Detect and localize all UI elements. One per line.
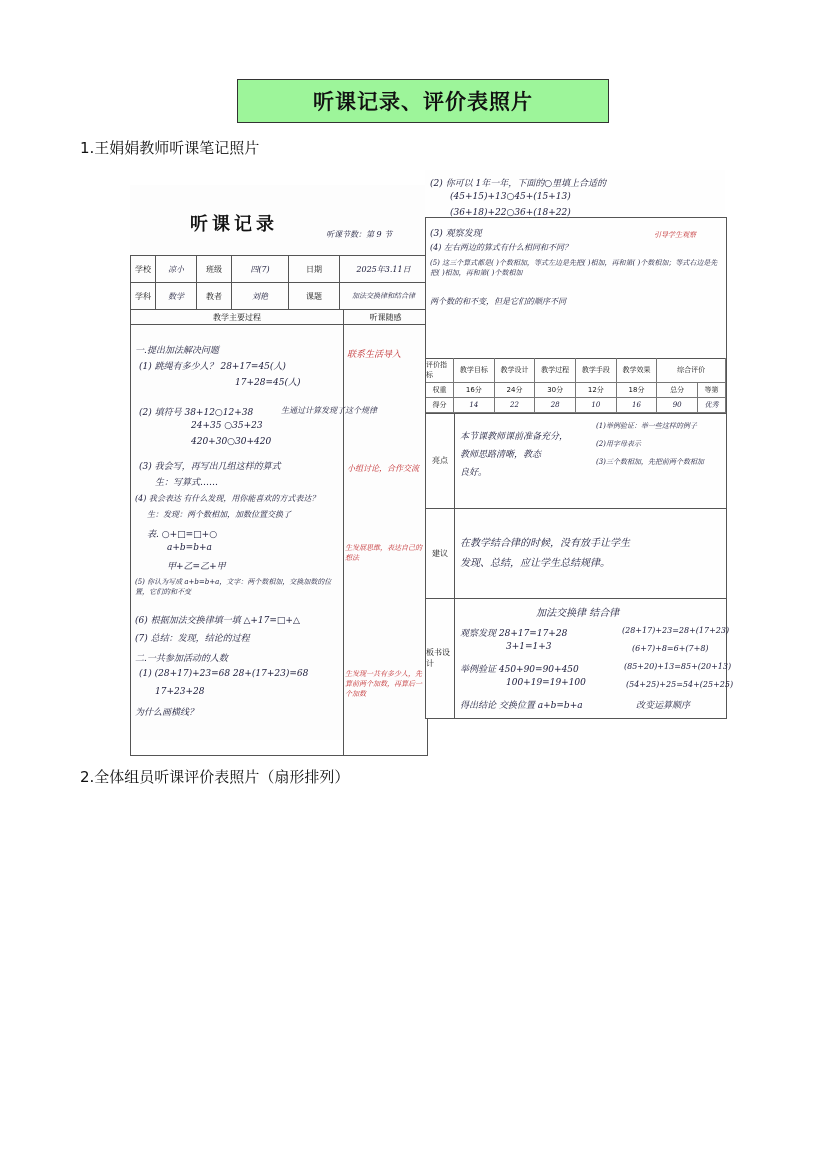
topic-label: 课题 [289, 283, 340, 309]
board-section [426, 598, 734, 718]
suggestion-section [426, 508, 726, 599]
highlight-right-line: (1)举例验证：举一些这样的例子 [596, 422, 697, 430]
right-line: 两个数的和不变，但是它们的顺序不同 [430, 297, 566, 306]
notebook-heading: 听课记录 [190, 214, 278, 235]
board-line: (85+20)+13=85+(20+13) [624, 662, 732, 671]
school-label: 学校 [131, 256, 156, 282]
score-value: 10 [576, 398, 617, 413]
process-label: 教学主要过程 [131, 310, 344, 324]
side-note: 生发现一共有多少人，先算前两个加数，再算后一个加数 [345, 670, 422, 698]
process-line: 表. ○+□=□+○ [147, 530, 218, 540]
highlight-line: 教师思路清晰，教态 [460, 450, 542, 460]
process-body [131, 325, 427, 755]
score-value: 14 [454, 398, 495, 413]
process-line: 生：发现：两个数相加，加数位置交换了 [147, 510, 291, 519]
board-line: (6+7)+8=6+(7+8) [632, 644, 709, 653]
process-line: (5) 你认为写成 a+b=b+a，文字：两个数相加，交换加数的位置，它们的和不变 [135, 578, 332, 596]
board-line: 举例验证 450+90=90+450 [460, 665, 579, 675]
process-line: 24+35 ○35+23 [191, 421, 263, 431]
process-line: (1) (28+17)+23=68 28+(17+23)=68 [139, 669, 309, 679]
score-header: 教学设计 [495, 358, 536, 383]
side-note: 联系生活导入 [347, 350, 402, 360]
right-red-note: 引导学生观察 [654, 231, 696, 239]
side-note: 生通过计算发现了这个规律 [281, 406, 377, 415]
board-line: 得出结论 交换位置 a+b=b+a [460, 701, 583, 711]
score-weight: 16分 [454, 383, 495, 398]
process-line: 甲+乙=乙+甲 [167, 562, 226, 572]
date-value: 2025年3.11日 [356, 264, 411, 274]
left-notebook-page [130, 185, 426, 740]
session-count: 听课节数：第 9 节 [326, 230, 393, 239]
score-header: 教学效果 [617, 358, 658, 383]
notes-label: 听课随感 [369, 312, 402, 322]
score-header: 教学过程 [535, 358, 576, 383]
process-line: (7) 总结：发现，结论的过程 [135, 634, 250, 644]
score-weight: 等第 [698, 383, 726, 398]
process-line: (4) 我会表达 有什么发现，用你能喜欢的方式表达？ [135, 494, 320, 503]
school-value: 凉小 [156, 256, 197, 282]
board-line: 改变运算顺序 [636, 701, 691, 711]
process-line: 一.提出加法解决问题 [135, 346, 219, 356]
info-row-2 [131, 283, 427, 310]
process-line: (2) 填符号 38+12○12+38 [139, 408, 254, 418]
board-line: 3+1=1+3 [506, 642, 552, 652]
side-note: 小组讨论，合作交流 [347, 464, 419, 473]
score-value: 28 [535, 398, 576, 413]
subject-value: 数学 [156, 283, 197, 309]
board-title: 加法交换律 结合律 [536, 608, 620, 619]
right-line: (4) 左右两边的算式有什么相同和不同？ [430, 243, 572, 252]
process-line: (6) 根据加法交换律填一填 △+17=□+△ [135, 616, 300, 626]
caption-notes-photo: 1.王娟娟教师听课笔记照片 [80, 139, 260, 157]
side-note: 生发展思维，表达自己的想法 [345, 544, 422, 562]
score-grid [426, 358, 726, 414]
right-evaluation-page [425, 170, 734, 718]
right-line: (5) 这三个算式都是( )个数相加，等式左边是先把( )相加，再和第( )个数相加；等式右边是先把( )相加，再和第( )个数相加 [430, 259, 718, 277]
teacher-label: 教者 [197, 283, 232, 309]
page-title: 听课记录、评价表照片 [237, 79, 609, 123]
topic-value: 加法交换律和结合律 [352, 292, 415, 300]
highlights-label: 亮点 [426, 413, 455, 508]
right-line: (45+15)+13○45+(15+13) [450, 192, 571, 202]
score-label: 得分 [426, 398, 454, 413]
suggestion-label: 建议 [426, 508, 455, 598]
score-weight-label: 权重 [426, 383, 454, 398]
teacher-value: 刘艳 [232, 283, 289, 309]
score-weight: 12分 [576, 383, 617, 398]
process-line: 为什么画横线？ [135, 708, 199, 718]
highlights-section [426, 413, 726, 509]
subject-label: 学科 [131, 283, 156, 309]
score-header: 教学手段 [576, 358, 617, 383]
highlight-line: 良好。 [460, 468, 488, 478]
score-value: 22 [495, 398, 536, 413]
suggestion-line: 发现、总结，应让学生总结规律。 [460, 558, 610, 569]
info-row-1 [131, 256, 427, 283]
class-label: 班级 [197, 256, 232, 282]
process-header [131, 310, 427, 325]
highlight-right-line: (2)用字母表示 [596, 440, 641, 448]
score-weight: 24分 [495, 383, 536, 398]
board-line: (28+17)+23=28+(17+23) [622, 626, 730, 635]
process-line: (3) 我会写，再写出几组这样的算式 [139, 462, 281, 472]
right-line: (2) 你可以 1年一年，下面的○里填上合适的 [430, 179, 607, 189]
score-header: 教学目标 [454, 358, 495, 383]
caption-evaluation-photos: 2.全体组员听课评价表照片（扇形排列） [80, 768, 350, 786]
date-label: 日期 [289, 256, 340, 282]
highlight-right-line: (3)三个数相加，先把前两个数相加 [596, 458, 704, 466]
evaluation-table [425, 179, 734, 719]
score-value: 优秀 [698, 398, 726, 413]
right-line: (36+18)+22○36+(18+22) [450, 208, 571, 218]
process-line: 生：写算式…… [155, 478, 219, 488]
suggestion-line: 在教学结合律的时候，没有放手让学生 [460, 538, 630, 549]
score-weight: 18分 [617, 383, 658, 398]
score-header: 评价指标 [426, 358, 454, 383]
right-line: (3) 观察发现 [430, 229, 482, 239]
score-value: 16 [617, 398, 658, 413]
score-value: 90 [657, 398, 698, 413]
score-weight: 30分 [535, 383, 576, 398]
notes-photo [80, 165, 748, 740]
highlight-line: 本节课教师课前准备充分， [460, 432, 569, 442]
board-label: 板书设计 [426, 598, 455, 718]
process-line: 17+23+28 [155, 687, 205, 697]
process-line: (1) 跳绳有多少人？ 28+17=45(人) [139, 362, 286, 372]
board-line: 观察发现 28+17=17+28 [460, 629, 568, 639]
board-line: 100+19=19+100 [506, 678, 586, 688]
score-weight: 总分 [657, 383, 698, 398]
score-header: 综合评价 [657, 358, 726, 383]
notebook-table [130, 255, 428, 756]
process-line: a+b=b+a [167, 543, 212, 553]
process-line: 17+28=45(人) [235, 378, 301, 388]
board-line: (54+25)+25=54+(25+25) [626, 680, 734, 689]
right-notes [426, 179, 726, 359]
process-line: 420+30○30+420 [191, 437, 272, 447]
class-value: 四(7) [232, 256, 289, 282]
process-line: 二.一共参加活动的人数 [135, 654, 228, 664]
